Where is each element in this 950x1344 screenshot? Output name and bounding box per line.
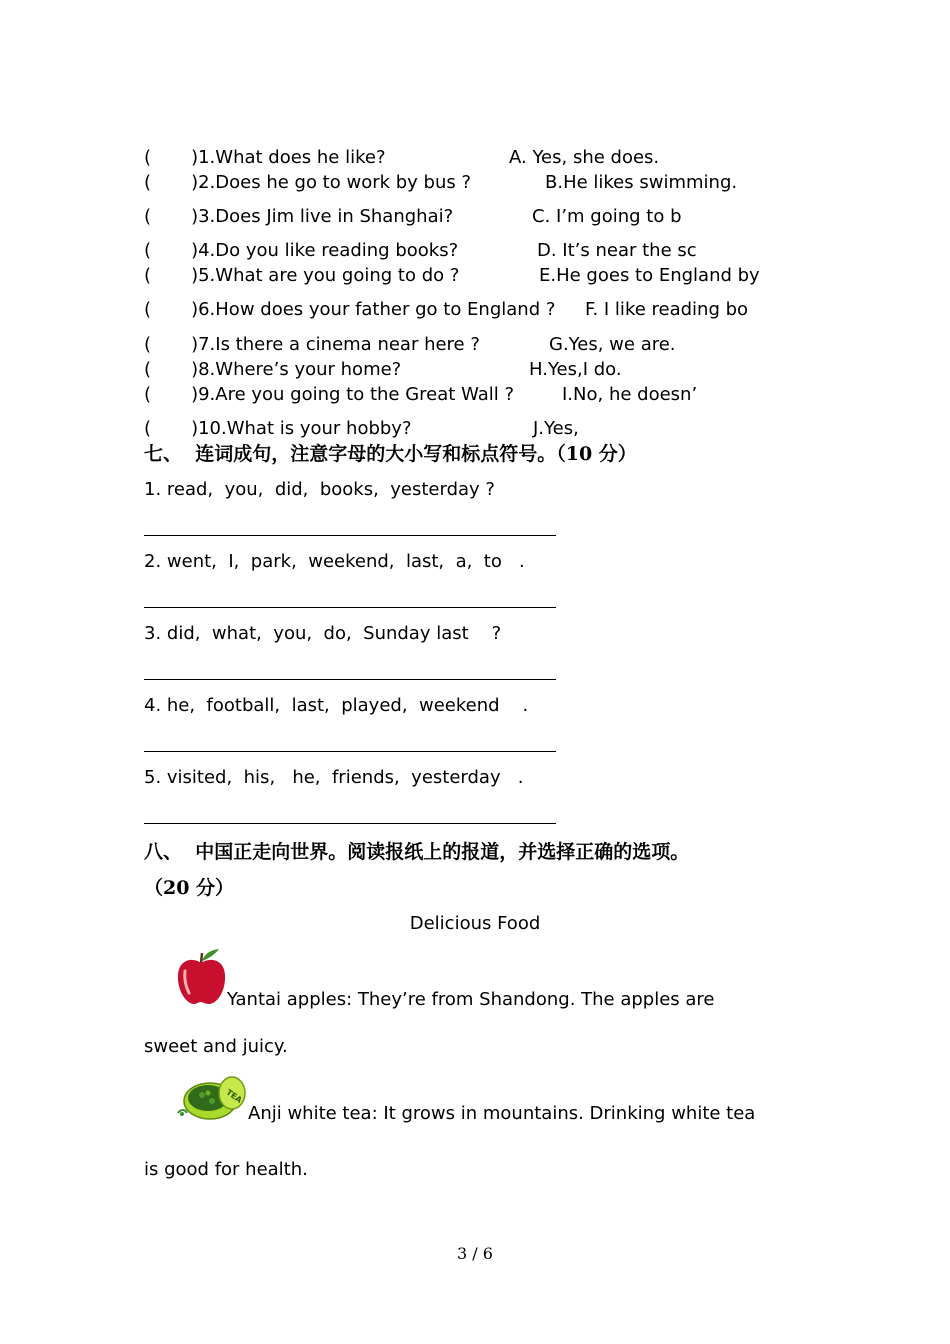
section-8-points: （20 分）	[144, 877, 235, 899]
matching-answer: G.Yes, we are.	[549, 334, 676, 355]
section-8-heading: 八、 中国正走向世界。阅读报纸上的报道，并选择正确的选项。	[144, 841, 690, 863]
tea-text-line-2: is good for health.	[144, 1159, 308, 1180]
matching-answer: E.He goes to England by	[539, 265, 760, 286]
section-7-heading: 七、 连词成句，注意字母的大小写和标点符号。（10 分）	[144, 443, 637, 465]
page-number: 3 / 6	[457, 1244, 493, 1263]
matching-answer: B.He likes swimming.	[545, 172, 738, 193]
matching-question: ( )4.Do you like reading books?	[144, 240, 459, 261]
matching-answer: J.Yes,	[533, 418, 579, 439]
matching-answer: I.No, he doesn’	[562, 384, 698, 405]
apple-icon	[175, 947, 227, 1007]
scramble-item-4: 4. he, football, last, played, weekend .	[144, 695, 529, 716]
tea-tin-label: TEA	[224, 1087, 244, 1105]
matching-question: ( )7.Is there a cinema near here ?	[144, 334, 480, 355]
matching-question: ( )2.Does he go to work by bus ?	[144, 172, 472, 193]
matching-question: ( )9.Are you going to the Great Wall ?	[144, 384, 515, 405]
matching-answer: F. I like reading bo	[585, 299, 749, 320]
reading-title: Delicious Food	[409, 913, 541, 934]
matching-question: ( )5.What are you going to do ?	[144, 265, 460, 286]
matching-answer: C. I’m going to b	[532, 206, 682, 227]
matching-question: ( )8.Where’s your home?	[144, 359, 402, 380]
tea-tin-icon	[172, 1071, 250, 1123]
matching-question: ( )6.How does your father go to England ?	[144, 299, 556, 320]
matching-question: ( )3.Does Jim live in Shanghai?	[144, 206, 454, 227]
answer-line-2[interactable]	[144, 607, 556, 608]
matching-answer: H.Yes,I do.	[529, 359, 622, 380]
scramble-item-1: 1. read, you, did, books, yesterday ?	[144, 479, 495, 500]
tea-text-line-1: Anji white tea: It grows in mountains. Drinking white tea	[248, 1103, 756, 1124]
apple-text-line-2: sweet and juicy.	[144, 1036, 288, 1057]
matching-question: ( )10.What is your hobby?	[144, 418, 412, 439]
scramble-item-2: 2. went, I, park, weekend, last, a, to .	[144, 551, 525, 572]
matching-answer: D. It’s near the sc	[537, 240, 697, 261]
answer-line-5[interactable]	[144, 823, 556, 824]
apple-text-line-1: Yantai apples: They’re from Shandong. The apples are	[227, 989, 715, 1010]
matching-question: ( )1.What does he like?	[144, 147, 386, 168]
answer-line-3[interactable]	[144, 679, 556, 680]
scramble-item-3: 3. did, what, you, do, Sunday last ?	[144, 623, 502, 644]
matching-answer: A. Yes, she does.	[509, 147, 660, 168]
answer-line-1[interactable]	[144, 535, 556, 536]
answer-line-4[interactable]	[144, 751, 556, 752]
scramble-item-5: 5. visited, his, he, friends, yesterday .	[144, 767, 524, 788]
